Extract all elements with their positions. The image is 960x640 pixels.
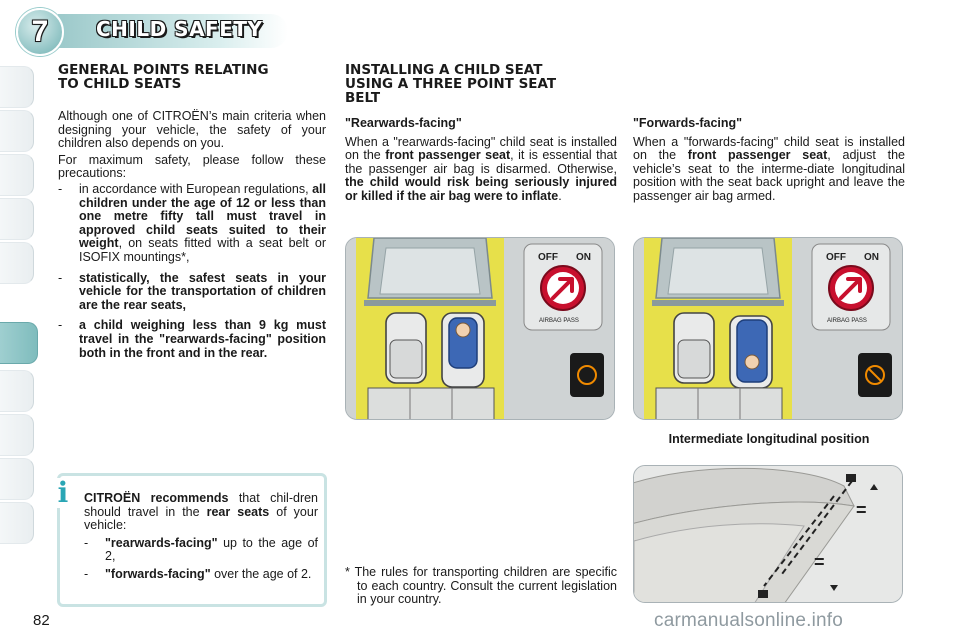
rearwards-paragraph (345, 136, 617, 204)
switch-off-label: OFF (826, 252, 846, 263)
item-text: up to the age of 2, (105, 535, 318, 564)
forwards-facing-illustration (633, 237, 903, 420)
forwards-paragraph (633, 136, 905, 204)
info-icon: i (50, 478, 76, 508)
forwards-facing-section (633, 117, 905, 204)
list-item (84, 537, 318, 564)
recommendation-bold: rear seats (206, 504, 270, 519)
item-bold-text: "forwards-facing" (105, 566, 211, 581)
recommendation-title: CITROËN recommends (84, 491, 229, 505)
item-text: over the age of 2. (210, 566, 312, 581)
section-heading (58, 63, 326, 91)
recommendation-box (57, 473, 327, 607)
precautions-paragraph: For maximum safety, please follow these precautions: (58, 152, 326, 181)
forwards-subheading: "Forwards-facing" (633, 116, 743, 130)
item-bold-text: statistically, the safest seats in your vehicle for the transportation of children are the rear seats, (79, 270, 326, 312)
para-text: . (558, 188, 562, 203)
rearwards-facing-illustration (345, 237, 615, 420)
switch-on-label: ON (864, 252, 879, 263)
svg-text:=: = (814, 552, 825, 572)
recommendation-text-part: of your vehicle: (84, 504, 318, 533)
para-text: When a "forwards-facing" child seat is installed on the (633, 134, 905, 163)
section-heading (345, 63, 617, 105)
recommendation-text-part: that chil-dren should travel in the (84, 491, 319, 519)
chapter-tab[interactable] (0, 502, 34, 544)
list-item (58, 272, 326, 313)
svg-text:=: = (856, 500, 867, 520)
recommendation-text (84, 492, 318, 533)
chapter-tab[interactable] (0, 198, 34, 240)
para-text: , adjust the vehicle’s seat to the interme-diate longitudinal position with the seat back upright and leave the passenger air bag armed. (633, 148, 905, 203)
list-dash: - (58, 270, 63, 285)
list-dash: - (84, 566, 89, 581)
heading-line: BELT (345, 90, 381, 106)
chapter-tab[interactable] (0, 66, 34, 108)
switch-off-label: OFF (538, 252, 558, 263)
para-text: , it is essential that the passenger air bag is disarmed. Otherwise, (345, 148, 617, 176)
chapter-tab[interactable] (0, 458, 34, 500)
list-dash: - (58, 181, 63, 196)
list-dash: - (58, 318, 63, 333)
item-text: , on seats fitted with a seat belt or ISOFIX mountings*, (79, 236, 326, 264)
chapter-number: 7 (31, 15, 49, 48)
heading-line: TO CHILD SEATS (58, 76, 182, 92)
chapter-title: CHILD SAFETY (96, 17, 263, 41)
watermark: carmanualsonline.info (654, 610, 844, 631)
para-bold: front passenger seat (385, 148, 511, 163)
figure-caption: Intermediate longitudinal position (668, 432, 870, 446)
chapter-tab-strip (0, 60, 34, 580)
rearwards-subheading: "Rearwards-facing" (345, 116, 462, 130)
list-item (58, 319, 326, 360)
chapter-tab-active[interactable] (0, 322, 38, 364)
para-bold: front passenger seat (687, 148, 828, 163)
footnote: * The rules for transporting children are specific to each country. Consult the current legislation in your country. (345, 565, 617, 607)
item-bold-text: all children under the age of 12 or less than one metre fifty tall must travel in approved child seats suited to their weight (79, 181, 326, 251)
item-bold-text: a child weighing less than 9 kg must travel in the "rearwards-facing" position both in the front and in the rear. (79, 318, 326, 360)
switch-on-label: ON (576, 252, 591, 263)
rearwards-facing-section (345, 117, 617, 204)
intro-paragraph: Although one of CITROËN’s main criteria when designing your vehicle, the safety of your children also depends on you. (58, 109, 326, 151)
switch-label: AIRBAG PASS (827, 318, 867, 324)
para-bold: the child would risk being seriously injured or killed if the air bag were to inflate (345, 175, 617, 203)
item-text: in accordance with European regulations, (79, 181, 313, 196)
switch-label: AIRBAG PASS (539, 318, 579, 324)
para-text: When a "rearwards-facing" child seat is installed on the (345, 134, 617, 163)
chapter-tab[interactable] (0, 242, 34, 284)
heading-line: USING A THREE POINT SEAT (345, 76, 557, 92)
item-bold-text: "rearwards-facing" (105, 535, 218, 550)
list-item (84, 568, 318, 582)
list-dash: - (84, 535, 89, 550)
list-item (58, 183, 326, 265)
chapter-tab[interactable] (0, 110, 34, 152)
page-number: 82 (33, 612, 50, 629)
chapter-tab[interactable] (0, 370, 34, 412)
chapter-badge (16, 8, 64, 56)
chapter-tab[interactable] (0, 154, 34, 196)
chapter-tab[interactable] (0, 414, 34, 456)
heading-line: INSTALLING A CHILD SEAT (345, 62, 543, 78)
installing-section (345, 63, 617, 105)
general-points-section (58, 63, 326, 360)
heading-line: GENERAL POINTS RELATING (58, 62, 269, 78)
seat-position-illustration (633, 465, 903, 603)
